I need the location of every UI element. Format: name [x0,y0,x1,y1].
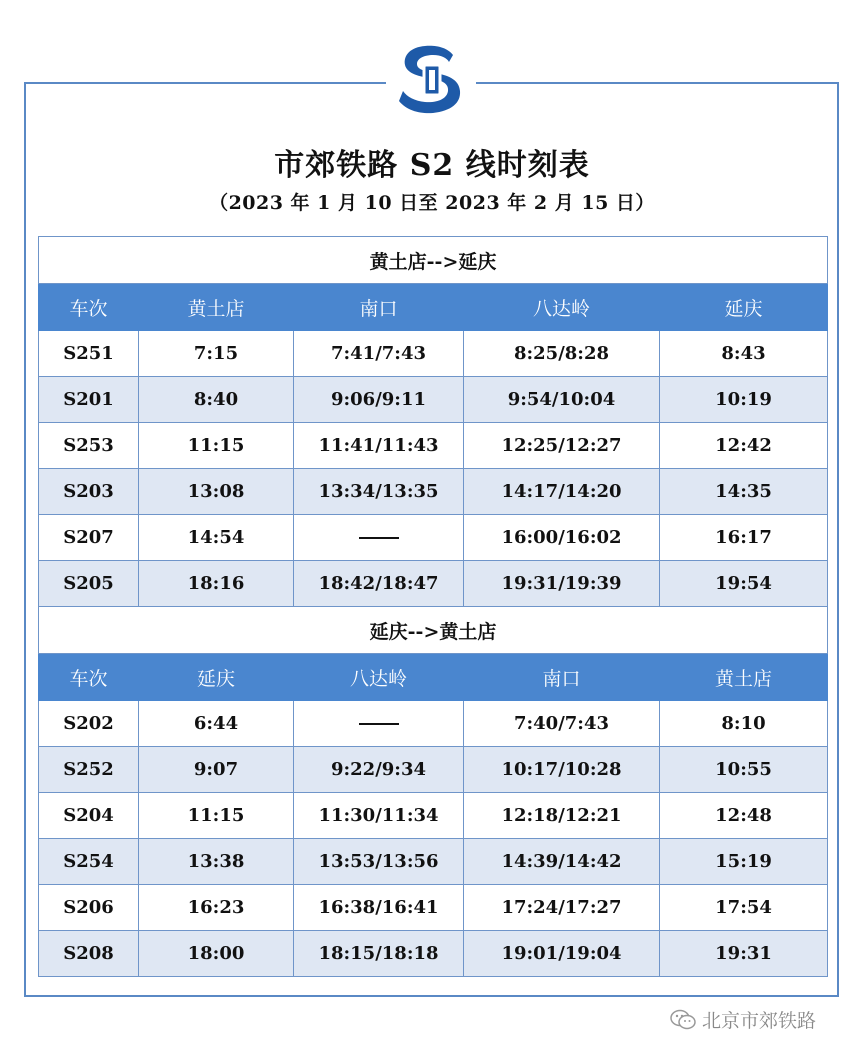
time-cell: 14:54 [139,515,294,561]
table-row [39,377,828,423]
time-cell: 16:23 [139,885,294,931]
time-cell: 19:54 [660,561,828,607]
time-cell: 8:43 [660,331,828,377]
time-cell: 7:15 [139,331,294,377]
time-cell: 13:53/13:56 [294,839,464,885]
railway-logo [386,40,476,120]
column-header: 车次 [39,654,139,701]
time-cell: 18:16 [139,561,294,607]
railway-logo-icon [391,43,471,117]
no-stop-dash [359,537,399,539]
time-cell: 17:54 [660,885,828,931]
time-cell: 12:48 [660,793,828,839]
time-cell: 10:17/10:28 [464,747,660,793]
time-cell: 13:34/13:35 [294,469,464,515]
column-header: 八达岭 [294,654,464,701]
time-cell: 11:41/11:43 [294,423,464,469]
time-cell: 8:10 [660,701,828,747]
time-cell: 12:25/12:27 [464,423,660,469]
time-cell: 7:40/7:43 [464,701,660,747]
direction-label: 黄土店-->延庆 [39,237,828,284]
table-row [39,331,828,377]
column-header: 黄土店 [139,284,294,331]
time-cell: 9:54/10:04 [464,377,660,423]
time-cell [294,515,464,561]
table-row [39,747,828,793]
time-cell: 11:15 [139,793,294,839]
time-cell: 6:44 [139,701,294,747]
table-row [39,931,828,977]
time-cell: 7:41/7:43 [294,331,464,377]
train-number-cell: S252 [39,747,139,793]
direction-row [39,607,828,654]
time-cell: 9:06/9:11 [294,377,464,423]
time-cell: 18:42/18:47 [294,561,464,607]
table-row [39,515,828,561]
time-cell: 15:19 [660,839,828,885]
column-header: 延庆 [139,654,294,701]
time-cell: 14:17/14:20 [464,469,660,515]
direction-row [39,237,828,284]
table-row [39,793,828,839]
train-number-cell: S253 [39,423,139,469]
column-header: 八达岭 [464,284,660,331]
time-cell: 10:19 [660,377,828,423]
watermark [670,1006,816,1033]
header-row [39,284,828,331]
train-number-cell: S207 [39,515,139,561]
time-cell: 17:24/17:27 [464,885,660,931]
time-cell: 9:07 [139,747,294,793]
train-number-cell: S203 [39,469,139,515]
no-stop-dash [359,723,399,725]
column-header: 车次 [39,284,139,331]
time-cell: 12:18/12:21 [464,793,660,839]
date-range: （2023 年 1 月 10 日至 2023 年 2 月 15 日） [209,192,655,214]
table-row [39,469,828,515]
table-row [39,701,828,747]
train-number-cell: S201 [39,377,139,423]
time-cell [294,701,464,747]
train-number-cell: S204 [39,793,139,839]
time-cell: 19:31 [660,931,828,977]
time-cell: 16:38/16:41 [294,885,464,931]
train-number-cell: S206 [39,885,139,931]
column-header: 延庆 [660,284,828,331]
time-cell: 14:39/14:42 [464,839,660,885]
train-number-cell: S202 [39,701,139,747]
time-cell: 19:01/19:04 [464,931,660,977]
table-row [39,423,828,469]
time-cell: 11:15 [139,423,294,469]
column-header: 南口 [294,284,464,331]
time-cell: 12:42 [660,423,828,469]
column-header: 南口 [464,654,660,701]
time-cell: 16:17 [660,515,828,561]
table-row [39,561,828,607]
page-title: 市郊铁路 S2 线时刻表 [274,148,590,183]
timetable [38,236,828,977]
table-row [39,839,828,885]
time-cell: 14:35 [660,469,828,515]
train-number-cell: S208 [39,931,139,977]
time-cell: 11:30/11:34 [294,793,464,839]
time-cell: 8:25/8:28 [464,331,660,377]
train-number-cell: S205 [39,561,139,607]
wechat-icon [670,1009,696,1031]
column-header: 黄土店 [660,654,828,701]
train-number-cell: S254 [39,839,139,885]
time-cell: 18:00 [139,931,294,977]
header-row [39,654,828,701]
watermark-text: 北京市郊铁路 [702,1010,817,1032]
table-row [39,885,828,931]
time-cell: 10:55 [660,747,828,793]
time-cell: 8:40 [139,377,294,423]
train-number-cell: S251 [39,331,139,377]
time-cell: 19:31/19:39 [464,561,660,607]
time-cell: 18:15/18:18 [294,931,464,977]
time-cell: 9:22/9:34 [294,747,464,793]
time-cell: 13:08 [139,469,294,515]
time-cell: 13:38 [139,839,294,885]
direction-label: 延庆-->黄土店 [39,607,828,654]
time-cell: 16:00/16:02 [464,515,660,561]
